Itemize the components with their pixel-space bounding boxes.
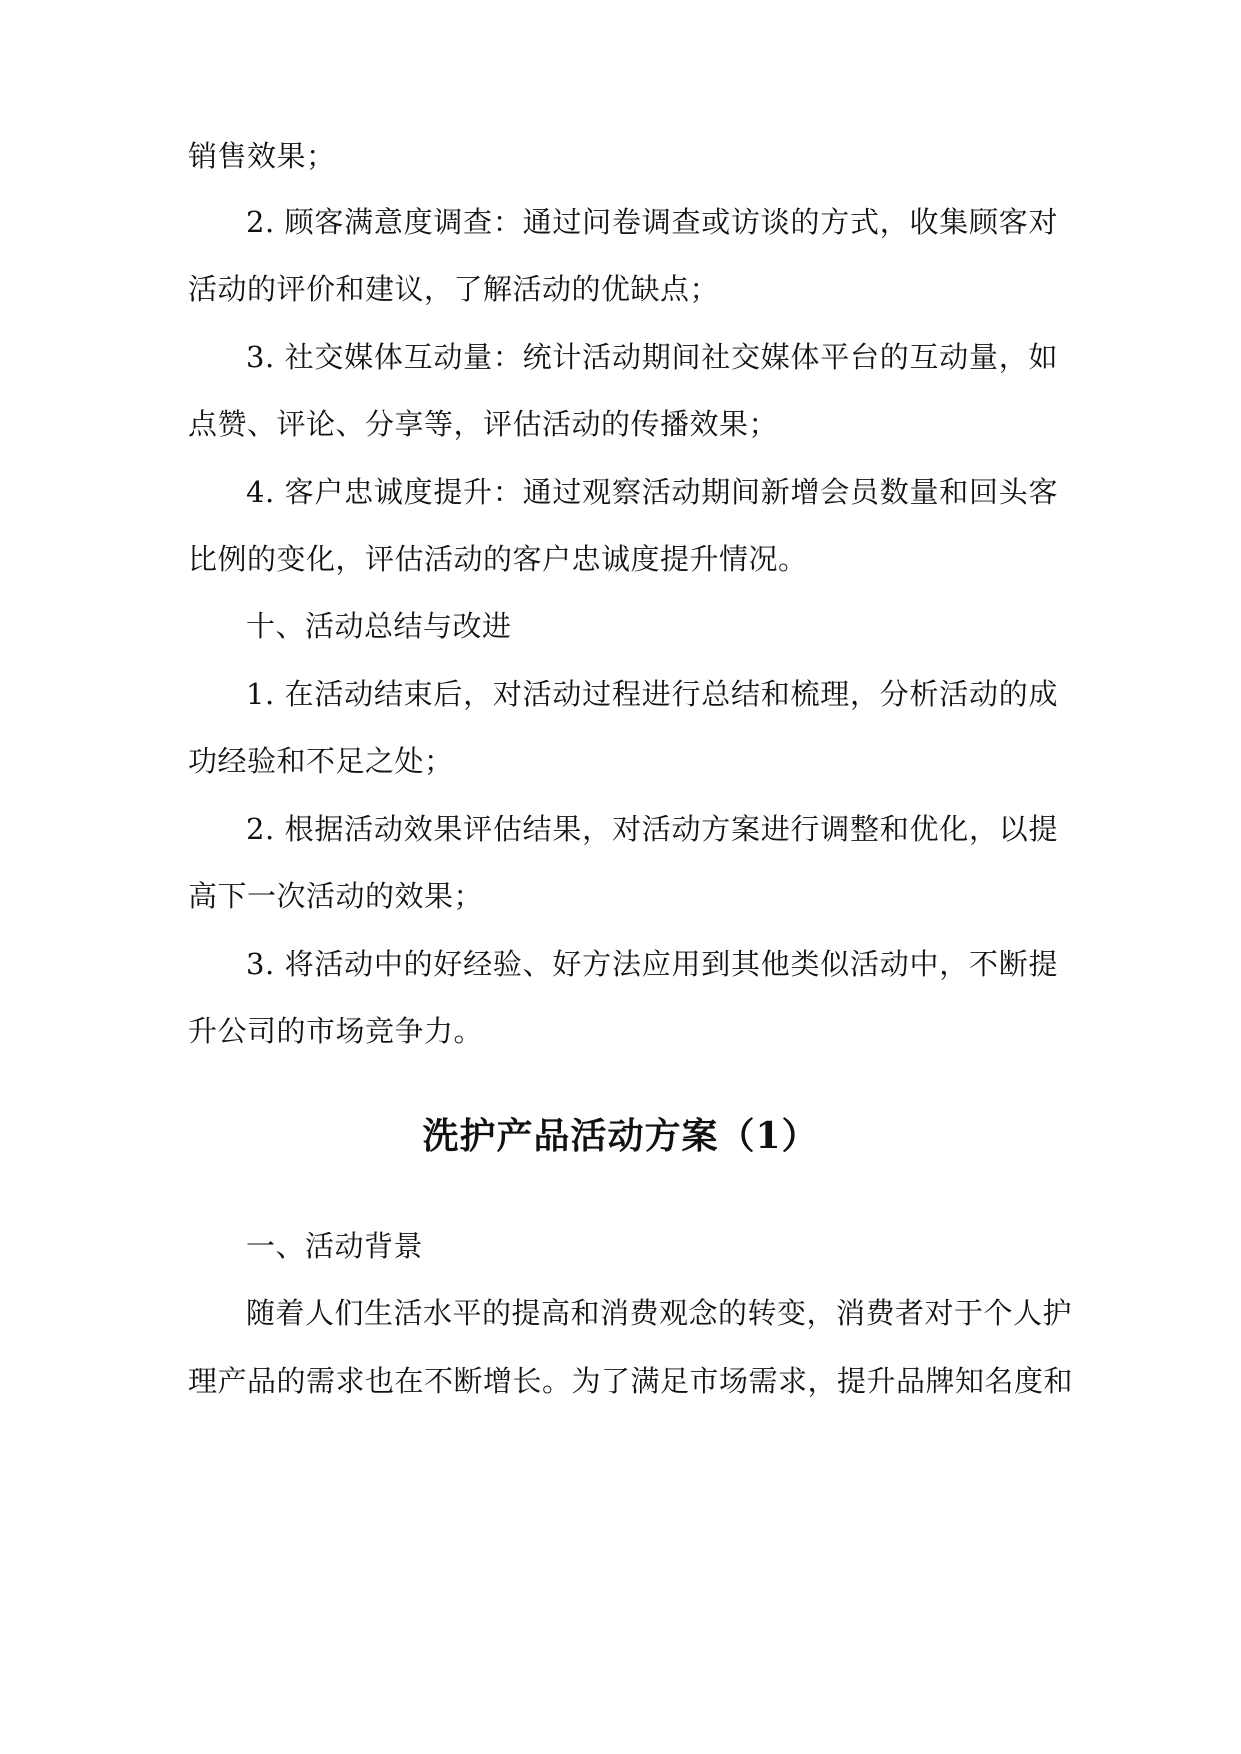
paragraph-line: 点赞、评论、分享等，评估活动的传播效果； <box>188 407 779 441</box>
paragraph-line: 比例的变化，评估活动的客户忠诚度提升情况。 <box>188 542 808 576</box>
paragraph-line: 活动的评价和建议，了解活动的优缺点； <box>188 272 720 306</box>
document-title: 洗护产品活动方案（1） <box>422 1115 819 1157</box>
list-item-line: 1. 在活动结束后，对活动过程进行总结和梳理，分析活动的成 <box>246 677 1058 711</box>
paragraph-line: 高下一次活动的效果； <box>188 879 484 913</box>
paragraph-line: 销售效果； <box>188 139 336 173</box>
paragraph-line: 升公司的市场竞争力。 <box>188 1014 484 1048</box>
list-item-line: 2. 根据活动效果评估结果，对活动方案进行调整和优化，以提 <box>246 812 1058 846</box>
paragraph-line: 功经验和不足之处； <box>188 744 454 778</box>
paragraph-line: 随着人们生活水平的提高和消费观念的转变，消费者对于个人护 <box>246 1296 1073 1330</box>
list-item-line: 3. 将活动中的好经验、好方法应用到其他类似活动中，不断提 <box>246 947 1058 981</box>
paragraph-line: 理产品的需求也在不断增长。为了满足市场需求，提升品牌知名度和 <box>188 1364 1074 1398</box>
list-item-line: 3. 社交媒体互动量：统计活动期间社交媒体平台的互动量，如 <box>246 340 1058 374</box>
list-item-line: 4. 客户忠诚度提升：通过观察活动期间新增会员数量和回头客 <box>246 475 1058 509</box>
section-heading: 十、活动总结与改进 <box>246 609 512 643</box>
section-heading: 一、活动背景 <box>246 1229 424 1263</box>
list-item-line: 2. 顾客满意度调查：通过问卷调查或访谈的方式，收集顾客对 <box>246 205 1058 239</box>
